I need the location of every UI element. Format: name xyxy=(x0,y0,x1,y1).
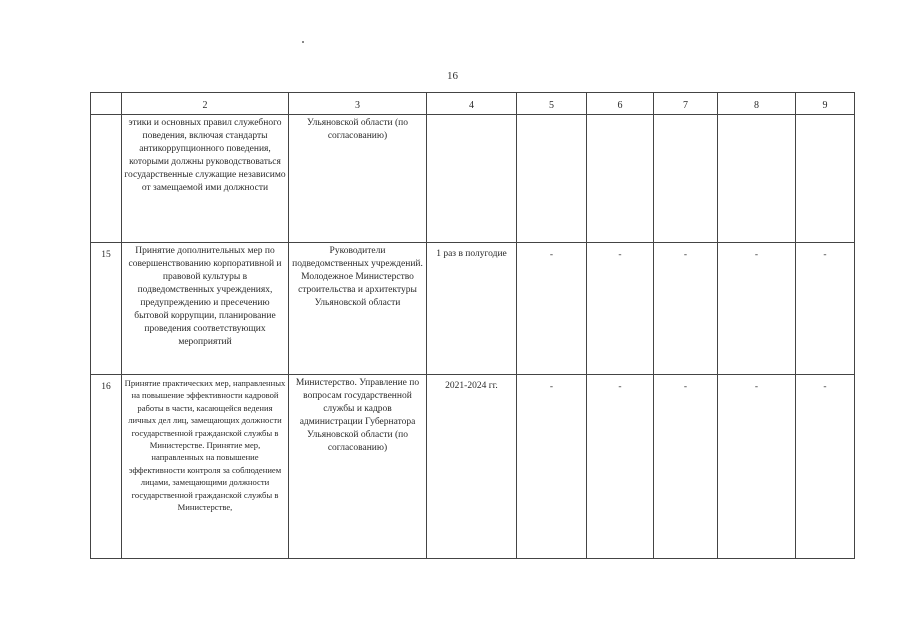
measure-cell: этики и основных правил служебного поведения, включая стандарты антикоррупционного поведения, которыми должны руководствоваться государственные служащие независимо от замещаемой ими должности xyxy=(122,115,289,243)
indicator-cell-6: - xyxy=(587,375,654,559)
column-header-6: 6 xyxy=(587,93,654,115)
indicator-cell-6: - xyxy=(587,243,654,375)
measures-table xyxy=(90,92,855,559)
period-cell: 2021-2024 гг. xyxy=(427,375,517,559)
period-cell: 1 раз в полугодие xyxy=(427,243,517,375)
indicator-cell-8: - xyxy=(718,243,796,375)
column-header-5: 5 xyxy=(517,93,587,115)
table-row xyxy=(91,375,855,559)
table-header-row xyxy=(91,93,855,115)
scan-speck xyxy=(302,41,304,43)
row-number: 16 xyxy=(91,375,122,559)
measure-cell: Принятие практических мер, направленных на повышение эффективности кадровой работы в части, касающейся ведения личных дел лиц, замещающих должности государственной гражданской службы в Министерстве. Принятие мер, направленных на повышение эффективности контроля за соблюдением лицами, замещающими должности государственной гражданской службы в Министерстве, xyxy=(122,375,289,559)
measure-cell: Принятие дополнительных мер по совершенствованию корпоративной и правовой культуры в подведомственных учреждениях, предупреждению и пресечению бытовой коррупции, планирование проведения соответствующих мероприятий xyxy=(122,243,289,375)
table-row xyxy=(91,243,855,375)
indicator-cell-5 xyxy=(517,115,587,243)
column-header-3: 3 xyxy=(289,93,427,115)
column-header-1 xyxy=(91,93,122,115)
column-header-8: 8 xyxy=(718,93,796,115)
indicator-cell-8 xyxy=(718,115,796,243)
period-cell xyxy=(427,115,517,243)
responsible-cell: Руководители подведомственных учреждений. Молодежное Министерство строительства и архитектуры Ульяновской области xyxy=(289,243,427,375)
indicator-cell-9: - xyxy=(796,375,855,559)
indicator-cell-7 xyxy=(654,115,718,243)
column-header-9: 9 xyxy=(796,93,855,115)
indicator-cell-5: - xyxy=(517,243,587,375)
responsible-cell: Министерство. Управление по вопросам государственной службы и кадров администрации Губернатора Ульяновской области (по согласованию) xyxy=(289,375,427,559)
column-header-2: 2 xyxy=(122,93,289,115)
row-number xyxy=(91,115,122,243)
indicator-cell-5: - xyxy=(517,375,587,559)
indicator-cell-7: - xyxy=(654,375,718,559)
indicator-cell-8: - xyxy=(718,375,796,559)
row-number: 15 xyxy=(91,243,122,375)
indicator-cell-9 xyxy=(796,115,855,243)
indicator-cell-6 xyxy=(587,115,654,243)
table-row xyxy=(91,115,855,243)
column-header-7: 7 xyxy=(654,93,718,115)
indicator-cell-9: - xyxy=(796,243,855,375)
responsible-cell: Ульяновской области (по согласованию) xyxy=(289,115,427,243)
column-header-4: 4 xyxy=(427,93,517,115)
page-number: 16 xyxy=(447,70,458,82)
indicator-cell-7: - xyxy=(654,243,718,375)
